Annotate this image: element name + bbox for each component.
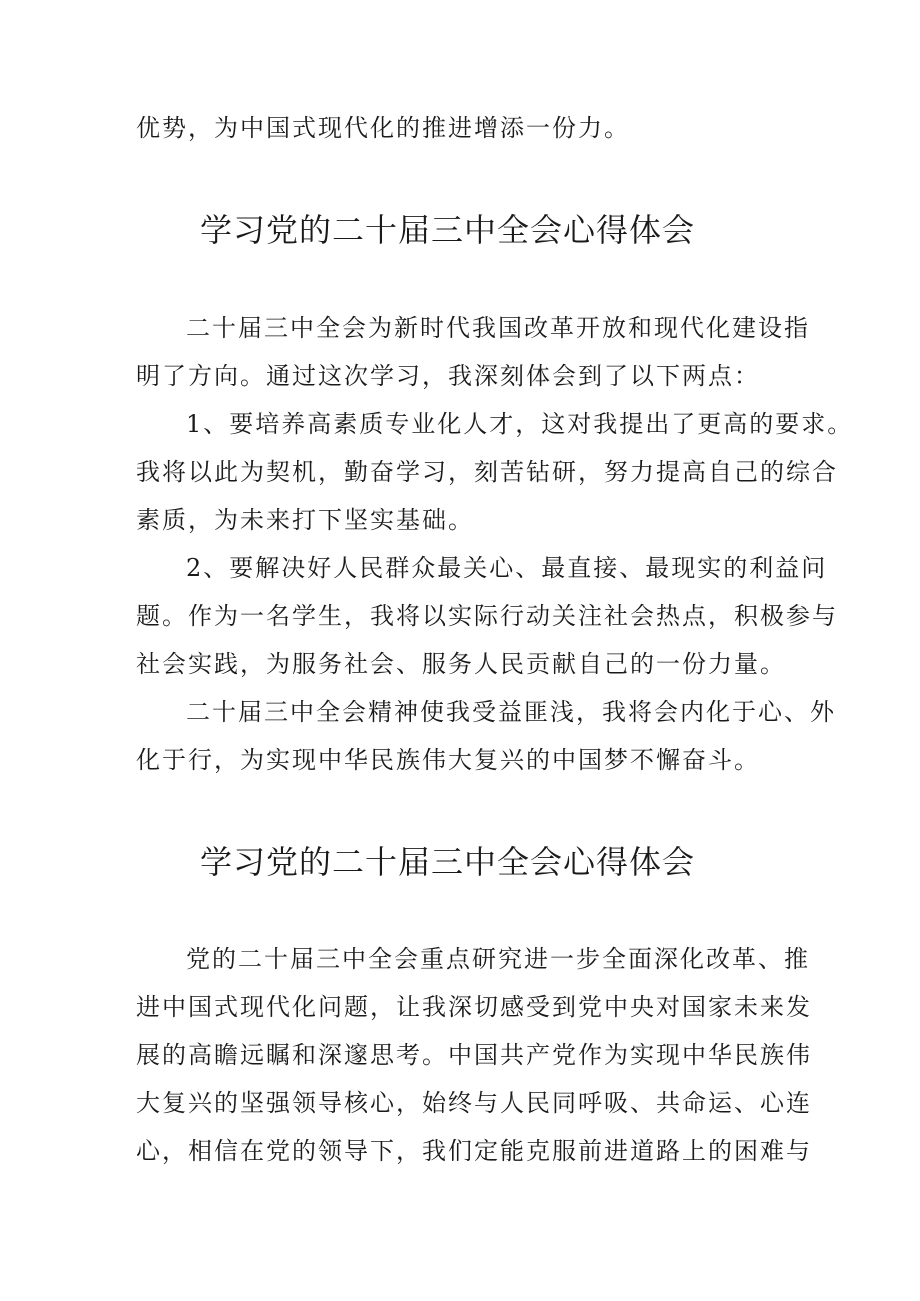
paragraph-line: 化于行，为实现中华民族伟大复兴的中国梦不懈奋斗。 bbox=[136, 746, 760, 774]
paragraph-line: 素质，为未来打下坚实基础。 bbox=[136, 506, 474, 534]
paragraph-line: 进中国式现代化问题，让我深切感受到党中央对国家未来发 bbox=[136, 993, 812, 1021]
paragraph-line: 展的高瞻远瞩和深邃思考。中国共产党作为实现中华民族伟 bbox=[136, 1041, 812, 1069]
paragraph-line: 社会实践，为服务社会、服务人民贡献自己的一份力量。 bbox=[136, 650, 786, 678]
paragraph-line: 党的二十届三中全会重点研究进一步全面深化改革、推 bbox=[186, 945, 810, 973]
paragraph-line: 二十届三中全会精神使我受益匪浅，我将会内化于心、外 bbox=[186, 698, 836, 726]
paragraph-line: 大复兴的坚强领导核心，始终与人民同呼吸、共命运、心连 bbox=[136, 1089, 812, 1117]
paragraph-line: 心，相信在党的领导下，我们定能克服前进道路上的困难与 bbox=[136, 1137, 812, 1165]
paragraph-line: 我将以此为契机，勤奋学习，刻苦钻研，努力提高自己的综合 bbox=[136, 458, 838, 486]
carry-over-line: 优势，为中国式现代化的推进增添一份力。 bbox=[136, 114, 630, 142]
paragraph-line: 题。作为一名学生，我将以实际行动关注社会热点，积极参与 bbox=[136, 602, 838, 630]
paragraph-line: 明了方向。通过这次学习，我深刻体会到了以下两点： bbox=[136, 362, 760, 390]
section1-title: 学习党的二十届三中全会心得体会 bbox=[200, 211, 696, 249]
paragraph-line: 2、要解决好人民群众最关心、最直接、最现实的利益问 bbox=[186, 554, 828, 582]
paragraph-line: 1、要培养高素质专业化人才，这对我提出了更高的要求。 bbox=[186, 410, 854, 438]
section2-title: 学习党的二十届三中全会心得体会 bbox=[200, 843, 696, 881]
paragraph-line: 二十届三中全会为新时代我国改革开放和现代化建设指 bbox=[186, 314, 810, 342]
